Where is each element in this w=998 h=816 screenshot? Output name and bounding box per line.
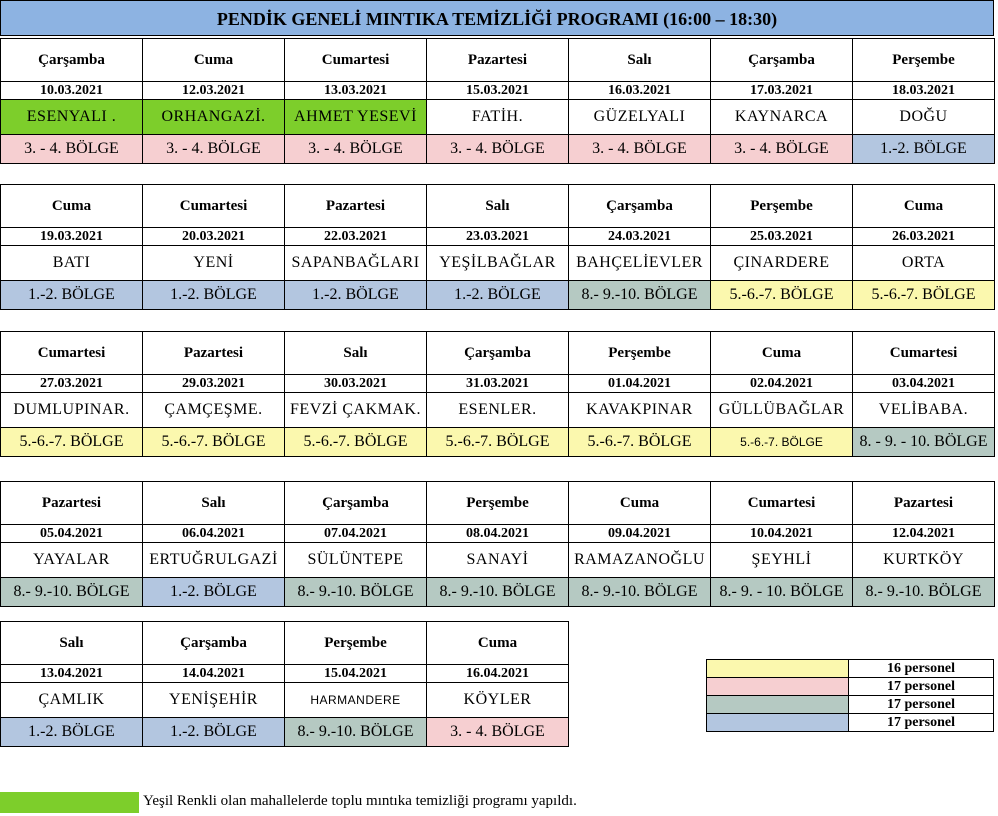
neighborhood-cell: ESENYALI . [1,100,143,135]
region-cell: 3. - 4. BÖLGE [711,135,853,164]
day-cell: Pazartesi [285,185,427,228]
region-cell: 1.-2. BÖLGE [143,281,285,310]
day-cell: Salı [569,39,711,82]
legend-label: 17 personel [849,714,994,732]
day-cell: Cumartesi [853,332,995,375]
day-cell: Cuma [853,185,995,228]
date-cell: 12.03.2021 [143,82,285,100]
date-cell: 15.04.2021 [285,665,427,683]
region-cell: 1.-2. BÖLGE [427,281,569,310]
date-cell: 10.03.2021 [1,82,143,100]
date-cell: 01.04.2021 [569,375,711,393]
neighborhood-cell: ÇINARDERE [711,246,853,281]
date-row [1,228,995,246]
neighborhood-cell: YEŞİLBAĞLAR [427,246,569,281]
day-row [1,39,995,82]
neighborhood-cell: KÖYLER [427,683,569,718]
legend-row [707,678,994,696]
region-cell: 1.-2. BÖLGE [143,578,285,607]
hood-row [1,683,569,718]
date-cell: 12.04.2021 [853,525,995,543]
date-cell: 08.04.2021 [427,525,569,543]
hood-row [1,543,995,578]
region-row [1,281,995,310]
neighborhood-cell: VELİBABA. [853,393,995,428]
region-cell: 1.-2. BÖLGE [1,718,143,747]
day-cell: Salı [1,622,143,665]
region-row [1,135,995,164]
day-cell: Perşembe [285,622,427,665]
region-cell: 8. - 9. - 10. BÖLGE [853,428,995,457]
region-cell: 1.-2. BÖLGE [143,718,285,747]
legend-label: 17 personel [849,696,994,714]
date-cell: 20.03.2021 [143,228,285,246]
day-cell: Perşembe [711,185,853,228]
region-cell: 5.-6.-7. BÖLGE [853,281,995,310]
legend-row [707,660,994,678]
date-row [1,525,995,543]
schedule-block-5 [0,621,569,747]
date-cell: 13.03.2021 [285,82,427,100]
legend-swatch [707,714,849,732]
region-cell: 8.- 9.-10. BÖLGE [569,281,711,310]
region-cell: 8.- 9.-10. BÖLGE [1,578,143,607]
neighborhood-cell: KAYNARCA [711,100,853,135]
day-cell: Çarşamba [711,39,853,82]
neighborhood-cell: FATİH. [427,100,569,135]
day-cell: Çarşamba [143,622,285,665]
neighborhood-cell: SÜLÜNTEPE [285,543,427,578]
date-cell: 22.03.2021 [285,228,427,246]
region-cell: 3. - 4. BÖLGE [285,135,427,164]
region-cell: 8.- 9. - 10. BÖLGE [711,578,853,607]
schedule-block-3 [0,331,995,457]
date-row [1,375,995,393]
day-row [1,482,995,525]
neighborhood-cell: YAYALAR [1,543,143,578]
region-cell: 5.-6.-7. BÖLGE [285,428,427,457]
date-cell: 27.03.2021 [1,375,143,393]
date-cell: 03.04.2021 [853,375,995,393]
region-cell: 1.-2. BÖLGE [853,135,995,164]
day-cell: Pazartesi [1,482,143,525]
day-cell: Çarşamba [427,332,569,375]
day-cell: Çarşamba [569,185,711,228]
date-row [1,665,569,683]
day-cell: Cuma [427,622,569,665]
date-cell: 23.03.2021 [427,228,569,246]
region-cell: 3. - 4. BÖLGE [143,135,285,164]
legend-label: 17 personel [849,678,994,696]
neighborhood-cell: ÇAMÇEŞME. [143,393,285,428]
region-cell: 5.-6.-7. BÖLGE [1,428,143,457]
neighborhood-cell: DUMLUPINAR. [1,393,143,428]
neighborhood-cell: ERTUĞRULGAZİ [143,543,285,578]
hood-row [1,246,995,281]
region-row [1,428,995,457]
region-row [1,718,569,747]
day-cell: Cuma [1,185,143,228]
region-cell: 8.- 9.-10. BÖLGE [569,578,711,607]
legend-row [707,696,994,714]
neighborhood-cell: FEVZİ ÇAKMAK. [285,393,427,428]
date-cell: 05.04.2021 [1,525,143,543]
region-cell: 8.- 9.-10. BÖLGE [285,718,427,747]
region-row [1,578,995,607]
region-cell: 5.-6.-7. BÖLGE [711,428,853,457]
day-row [1,622,569,665]
legend-label: 16 personel [849,660,994,678]
region-cell: 3. - 4. BÖLGE [569,135,711,164]
day-cell: Cuma [143,39,285,82]
date-cell: 19.03.2021 [1,228,143,246]
note-text: Yeşil Renkli olan mahallelerde toplu mıntıka temizliği programı yapıldı. [143,793,577,809]
legend-swatch [707,660,849,678]
hood-row [1,100,995,135]
schedule-block-2 [0,184,995,310]
date-cell: 16.04.2021 [427,665,569,683]
day-cell: Perşembe [569,332,711,375]
neighborhood-cell: GÜZELYALI [569,100,711,135]
date-cell: 25.03.2021 [711,228,853,246]
legend-swatch [707,696,849,714]
neighborhood-cell: ORHANGAZİ. [143,100,285,135]
region-cell: 8.- 9.-10. BÖLGE [853,578,995,607]
day-cell: Cumartesi [285,39,427,82]
day-cell: Pazartesi [143,332,285,375]
neighborhood-cell: BATI [1,246,143,281]
neighborhood-cell: SANAYİ [427,543,569,578]
region-cell: 5.-6.-7. BÖLGE [711,281,853,310]
day-cell: Salı [143,482,285,525]
date-cell: 07.04.2021 [285,525,427,543]
date-cell: 02.04.2021 [711,375,853,393]
region-cell: 1.-2. BÖLGE [1,281,143,310]
date-cell: 09.04.2021 [569,525,711,543]
day-cell: Perşembe [853,39,995,82]
date-cell: 17.03.2021 [711,82,853,100]
date-cell: 15.03.2021 [427,82,569,100]
day-cell: Çarşamba [1,39,143,82]
day-cell: Salı [427,185,569,228]
day-cell: Perşembe [427,482,569,525]
neighborhood-cell: RAMAZANOĞLU [569,543,711,578]
day-cell: Cumartesi [1,332,143,375]
legend-table [706,659,994,732]
green-note-swatch [0,792,139,813]
day-row [1,185,995,228]
region-cell: 8.- 9.-10. BÖLGE [285,578,427,607]
date-cell: 10.04.2021 [711,525,853,543]
date-cell: 30.03.2021 [285,375,427,393]
schedule-block-4 [0,481,995,607]
date-cell: 18.03.2021 [853,82,995,100]
day-cell: Pazartesi [853,482,995,525]
day-cell: Pazartesi [427,39,569,82]
region-cell: 8.- 9.-10. BÖLGE [427,578,569,607]
day-cell: Çarşamba [285,482,427,525]
date-cell: 13.04.2021 [1,665,143,683]
neighborhood-cell: ŞEYHLİ [711,543,853,578]
legend-row [707,714,994,732]
date-cell: 29.03.2021 [143,375,285,393]
day-cell: Salı [285,332,427,375]
date-cell: 16.03.2021 [569,82,711,100]
day-row [1,332,995,375]
day-cell: Cuma [711,332,853,375]
neighborhood-cell: KURTKÖY [853,543,995,578]
neighborhood-cell: AHMET YESEVİ [285,100,427,135]
schedule-block-1 [0,38,995,164]
region-cell: 5.-6.-7. BÖLGE [143,428,285,457]
day-cell: Cumartesi [143,185,285,228]
neighborhood-cell: ÇAMLIK [1,683,143,718]
legend-swatch [707,678,849,696]
neighborhood-cell: ORTA [853,246,995,281]
region-cell: 3. - 4. BÖLGE [427,718,569,747]
neighborhood-cell: GÜLLÜBAĞLAR [711,393,853,428]
neighborhood-cell: BAHÇELİEVLER [569,246,711,281]
neighborhood-cell: HARMANDERE [285,683,427,718]
region-cell: 3. - 4. BÖLGE [427,135,569,164]
page-title: PENDİK GENELİ MINTIKA TEMİZLİĞİ PROGRAMI (16:00 – 18:30) [0,0,994,36]
neighborhood-cell: YENİ [143,246,285,281]
day-cell: Cumartesi [711,482,853,525]
date-cell: 24.03.2021 [569,228,711,246]
region-cell: 5.-6.-7. BÖLGE [569,428,711,457]
neighborhood-cell: SAPANBAĞLARI [285,246,427,281]
region-cell: 1.-2. BÖLGE [285,281,427,310]
date-row [1,82,995,100]
date-cell: 14.04.2021 [143,665,285,683]
neighborhood-cell: DOĞU [853,100,995,135]
neighborhood-cell: YENİŞEHİR [143,683,285,718]
hood-row [1,393,995,428]
date-cell: 26.03.2021 [853,228,995,246]
date-cell: 31.03.2021 [427,375,569,393]
neighborhood-cell: KAVAKPINAR [569,393,711,428]
region-cell: 3. - 4. BÖLGE [1,135,143,164]
region-cell: 5.-6.-7. BÖLGE [427,428,569,457]
date-cell: 06.04.2021 [143,525,285,543]
day-cell: Cuma [569,482,711,525]
neighborhood-cell: ESENLER. [427,393,569,428]
